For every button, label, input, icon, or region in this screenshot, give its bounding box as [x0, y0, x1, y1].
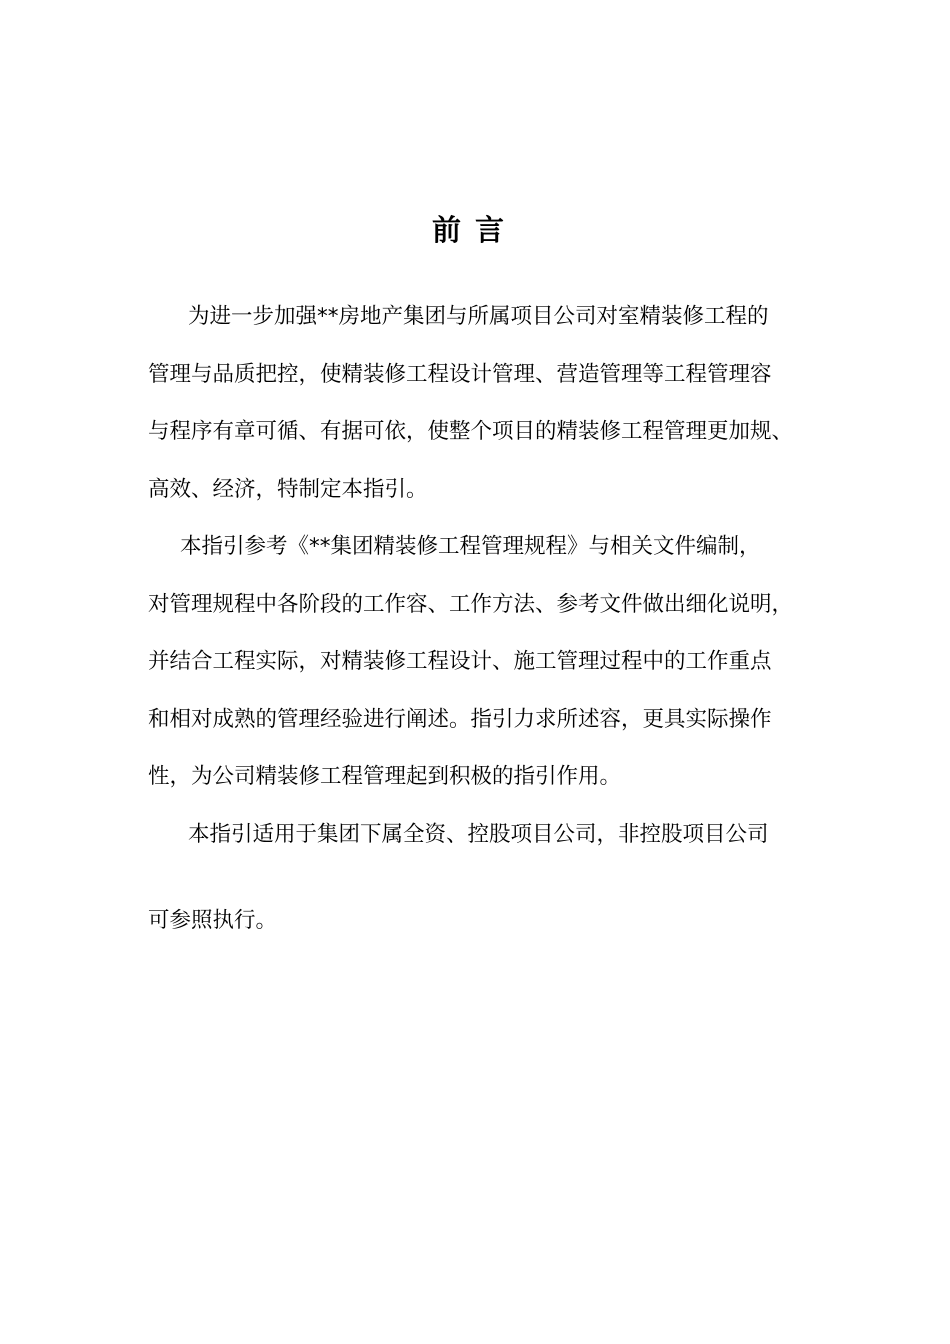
paragraph-2-line-5: 性，为公司精装修工程管理起到积极的指引作用。: [148, 764, 622, 789]
page-title: 前言: [431, 213, 518, 247]
paragraph-1-line-1: 为进一步加强**房地产集团与所属项目公司对室精装修工程的: [188, 304, 769, 329]
paragraph-2-line-2: 对管理规程中各阶段的工作容、工作方法、参考文件做出细化说明，: [148, 592, 794, 617]
paragraph-3-line-2: 可参照执行。: [148, 908, 278, 933]
paragraph-2-line-4: 和相对成熟的管理经验进行阐述。指引力求所述容，更具实际操作: [148, 707, 772, 732]
paragraph-2-line-1: 本指引参考《**集团精装修工程管理规程》与相关文件编制，: [180, 534, 761, 559]
paragraph-1-line-4: 高效、经济，特制定本指引。: [148, 477, 428, 502]
paragraph-3-line-1: 本指引适用于集团下属全资、控股项目公司，非控股项目公司: [188, 822, 769, 847]
paragraph-1-line-2: 管理与品质把控，使精装修工程设计管理、营造管理等工程管理容: [148, 362, 772, 387]
paragraph-1-line-3: 与程序有章可循、有据可依，使整个项目的精装修工程管理更加规、: [148, 419, 794, 444]
paragraph-2-line-3: 并结合工程实际，对精装修工程设计、施工管理过程中的工作重点: [148, 649, 772, 674]
